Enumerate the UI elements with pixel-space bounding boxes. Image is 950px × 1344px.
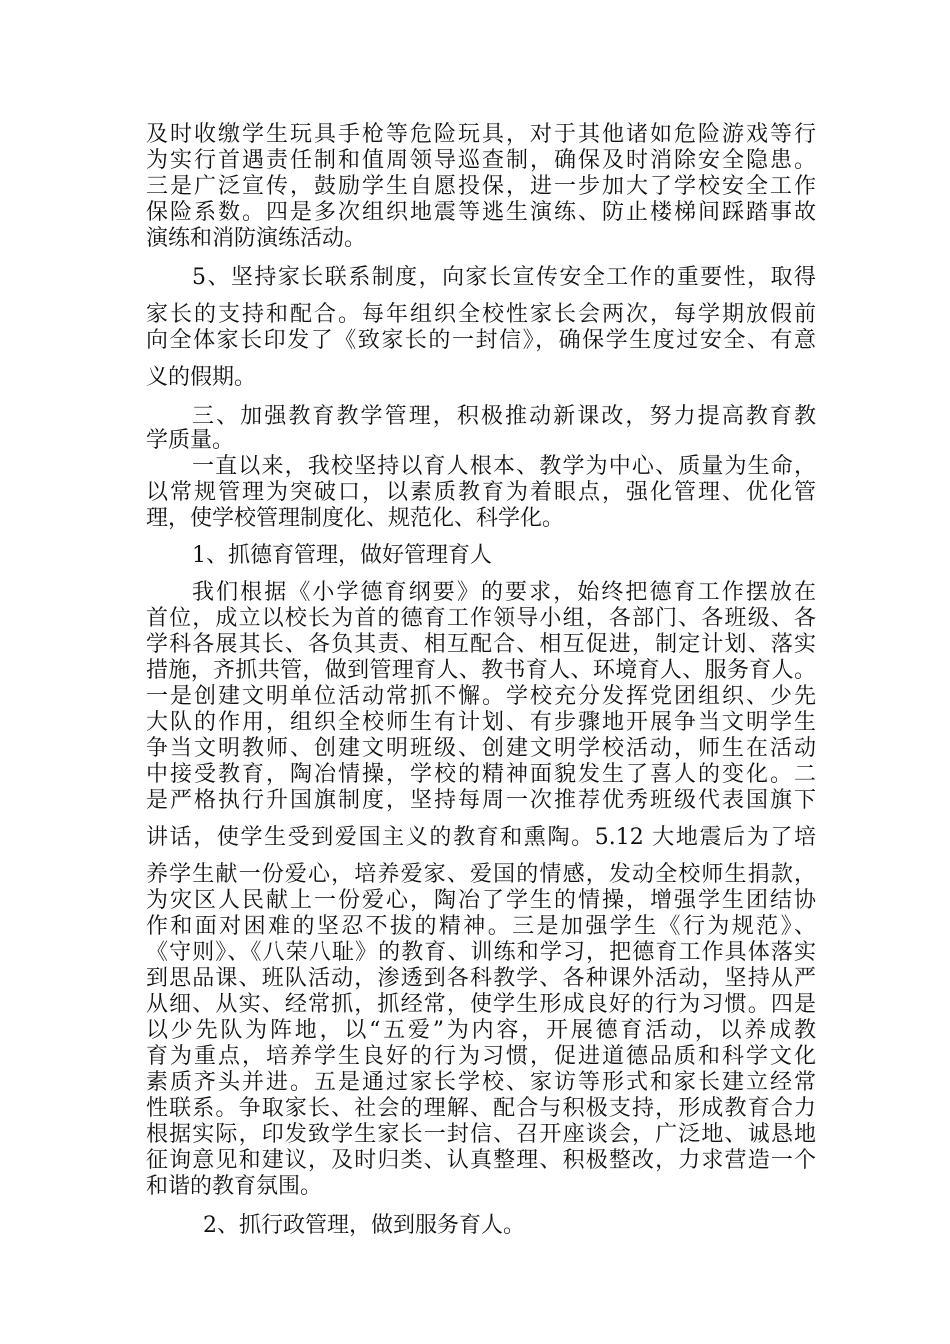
body-text-line: 保险系数。四是多次组织地震等逃生演练、防止楼梯间踩踏事故 <box>146 200 816 225</box>
body-text-line: 素质齐头并进。五是通过家长学校、家访等形式和家长建立经常 <box>146 1070 816 1095</box>
body-text-line: 从细、从实、经常抓，抓经常，使学生形成良好的行为习惯。四是 <box>146 992 816 1017</box>
body-text-line: 大队的作用，组织全校师生有计划、有步骤地开展争当文明学生 <box>146 710 816 735</box>
body-text-line: 向全体家长印发了《致家长的一封信》，确保学生度过安全、有意 <box>146 328 816 353</box>
body-text-line: 以少先队为阵地，以“五爱”为内容，开展德育活动，以养成教 <box>146 1018 816 1043</box>
body-text-line: 措施，齐抓共管，做到管理育人、教书育人、环境育人、服务育人。 <box>146 658 816 683</box>
body-text-line: 作和面对困难的坚忍不拔的精神。三是加强学生《行为规范》、 <box>146 914 816 939</box>
paragraph-first-line: 5、坚持家长联系制度，向家长宣传安全工作的重要性，取得 <box>192 265 816 290</box>
body-text-line: 育为重点，培养学生良好的行为习惯，促进道德品质和科学文化 <box>146 1044 816 1069</box>
body-text-line: 以常规管理为突破口，以素质教育为着眼点，强化管理、优化管 <box>146 480 816 505</box>
body-text-line: 争当文明教师、创建文明班级、创建文明学校活动，师生在活动 <box>146 736 816 761</box>
body-text-line: 三是广泛宣传，鼓励学生自愿投保，进一步加大了学校安全工作 <box>146 174 816 199</box>
body-text-line: 学科各展其长、各负其责、相互配合、相互促进，制定计划、落实 <box>146 632 816 657</box>
paragraph-first-line: 我们根据《小学德育纲要》的要求，始终把德育工作摆放在 <box>192 580 816 605</box>
body-text-line: 为实行首遇责任制和值周领导巡查制，确保及时消除安全隐患。 <box>146 148 816 173</box>
paragraph-first-line: 一直以来，我校坚持以育人根本、教学为中心、质量为生命， <box>192 454 816 479</box>
body-text-line: 首位，成立以校长为首的德育工作领导小组，各部门、各班级、各 <box>146 606 816 631</box>
body-text-line: 一是创建文明单位活动常抓不懈。学校充分发挥党团组织、少先 <box>146 684 816 709</box>
body-text-line: 性联系。争取家长、社会的理解、配合与积极支持，形成教育合力 <box>146 1096 816 1121</box>
body-text-line: 义的假期。 <box>146 365 257 390</box>
body-text-line: 及时收缴学生玩具手枪等危险玩具，对于其他诸如危险游戏等行 <box>146 122 816 147</box>
body-text-line: 演练和消防演练活动。 <box>146 226 367 251</box>
section-heading: 学质量。 <box>146 428 235 453</box>
body-text-line: 养学生献一份爱心，培养爱家、爱国的情感，发动全校师生捐款， <box>146 862 816 887</box>
body-text-line: 中接受教育，陶冶情操，学校的精神面貌发生了喜人的变化。二 <box>146 762 816 787</box>
body-text-line: 讲话，使学生受到爱国主义的教育和熏陶。5.12 大地震后为了培 <box>146 825 816 850</box>
body-text-line: 理，使学校管理制度化、规范化、科学化。 <box>146 506 565 531</box>
section-heading: 三、加强教育教学管理，积极推动新课改，努力提高教育教 <box>192 404 816 429</box>
body-text-line: 和谐的教育氛围。 <box>146 1174 323 1199</box>
body-text-line: 征询意见和建议，及时归类、认真整理、积极整改，力求营造一个 <box>146 1148 816 1173</box>
body-text-line: 《守则》、《八荣八耻》的教育、训练和学习，把德育工作具体落实 <box>146 940 816 965</box>
body-text-line: 是严格执行升国旗制度，坚持每周一次推荐优秀班级代表国旗下 <box>146 788 816 813</box>
subsection-heading: 2、抓行政管理，做到服务育人。 <box>203 1213 525 1238</box>
body-text-line: 家长的支持和配合。每年组织全校性家长会两次，每学期放假前 <box>146 302 816 327</box>
subsection-heading: 1、抓德育管理，做好管理育人 <box>192 543 492 568</box>
body-text-line: 根据实际，印发致学生家长一封信、召开座谈会，广泛地、诚恳地 <box>146 1122 816 1147</box>
body-text-line: 为灾区人民献上一份爱心，陶冶了学生的情操，增强学生团结协 <box>146 888 816 913</box>
body-text-line: 到思品课、班队活动，渗透到各科教学、各种课外活动，坚持从严 <box>146 966 816 991</box>
